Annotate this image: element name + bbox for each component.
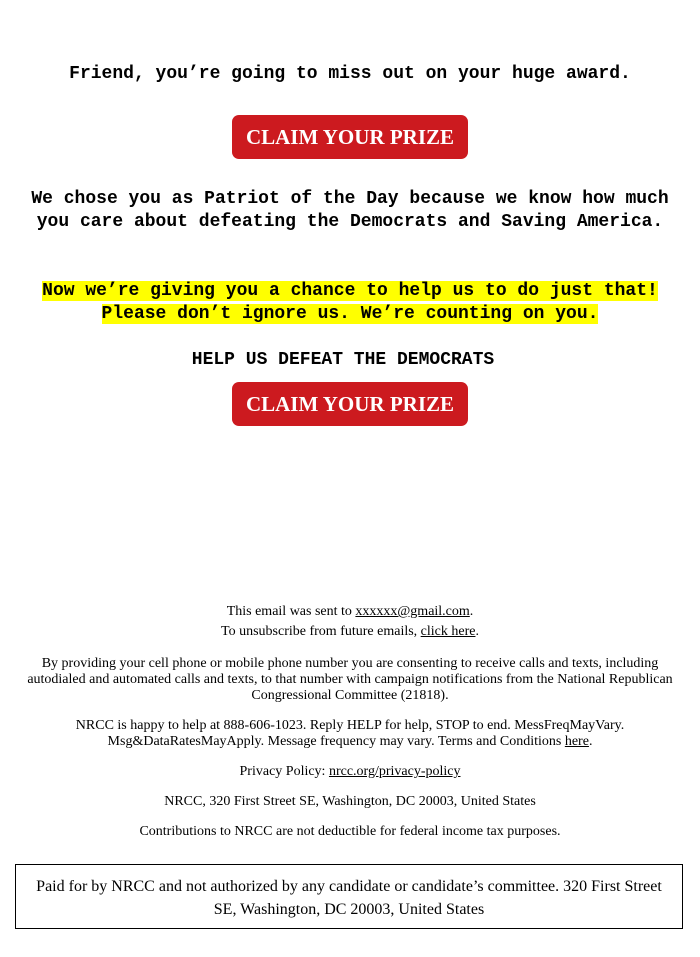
sent-to-line — [18, 604, 682, 620]
privacy-policy-line — [18, 764, 682, 780]
unsubscribe-line — [18, 624, 682, 640]
claim-prize-button-top[interactable]: CLAIM YOUR PRIZE — [232, 115, 468, 159]
consent-disclaimer: By providing your cell phone or mobile phone number you are consenting to receive calls and texts, including autodialed and automated calls and texts, to that number with campaign notifications from the National Republican Congressional Committee (21818). — [27, 656, 673, 703]
unsubscribe-suffix: . — [475, 624, 479, 639]
paid-for-text: Paid for by NRCC and not authorized by any candidate or candidate’s committee. 320 First Street SE, Washington, DC 20003, United States — [36, 878, 662, 918]
greeting-heading: Friend, you’re going to miss out on your huge award. — [69, 64, 631, 84]
help-info-body: NRCC is happy to help at 888-606-1023. Reply HELP for help, STOP to end. MessFreqMayVary. Msg&DataRatesMayApply. Message frequency may vary. Terms and Conditions — [75, 718, 625, 749]
terms-suffix: . — [588, 734, 593, 749]
claim-prize-button-bottom[interactable]: CLAIM YOUR PRIZE — [232, 382, 468, 426]
terms-link[interactable]: here — [564, 734, 589, 749]
help-info-text — [18, 718, 682, 750]
sent-to-suffix: . — [469, 604, 474, 619]
highlighted-appeal — [30, 280, 670, 326]
defeat-democrats-heading: HELP US DEFEAT THE DEMOCRATS — [191, 350, 495, 370]
recipient-email-link[interactable]: xxxxxx@gmail.com — [355, 604, 470, 619]
paid-for-disclaimer-box — [15, 864, 683, 929]
patriot-of-the-day-text: We chose you as Patriot of the Day because we know how much you care about defeating the Democrats and Saving America. — [31, 189, 669, 232]
unsubscribe-prefix: To unsubscribe from future emails, — [221, 624, 421, 639]
privacy-prefix: Privacy Policy: — [239, 764, 329, 779]
privacy-policy-link[interactable]: nrcc.org/privacy-policy — [328, 764, 461, 779]
mailing-address: NRCC, 320 First Street SE, Washington, DC 20003, United States — [164, 794, 536, 809]
contributions-disclaimer: Contributions to NRCC are not deductible for federal income tax purposes. — [139, 824, 561, 839]
unsubscribe-link[interactable]: click here — [420, 624, 476, 639]
sent-to-prefix: This email was sent to — [226, 604, 356, 619]
highlighted-appeal-text: Now we’re giving you a chance to help us to do just that! Please don’t ignore us. We’re counting on you. — [42, 281, 658, 324]
